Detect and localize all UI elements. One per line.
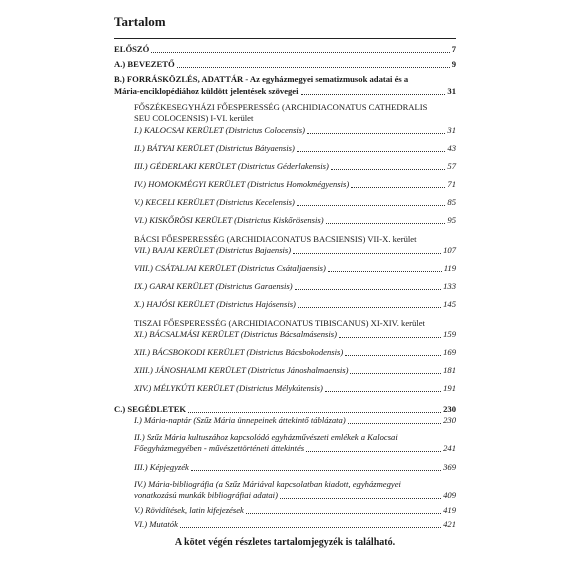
- toc-page-number: 31: [447, 86, 456, 96]
- toc-entry-label: XIII.) JÁNOSHALMI KERÜLET (Districtus Jánoshalmaensis): [134, 365, 349, 375]
- toc-page-number: 369: [443, 462, 456, 472]
- toc-entry-label: VI.) Mutatók: [134, 519, 178, 529]
- toc-page-number: 419: [443, 505, 456, 515]
- dot-leader: [188, 412, 441, 413]
- top-rule: [114, 38, 456, 39]
- toc-entry-bevezeto[interactable]: [114, 59, 456, 70]
- dot-leader: [331, 169, 446, 170]
- toc-page-number: 409: [443, 490, 456, 500]
- toc-entry-k13[interactable]: [134, 365, 456, 376]
- toc-page-number: 71: [447, 179, 456, 189]
- toc-entry-k10[interactable]: [134, 299, 456, 310]
- toc-entry-k4[interactable]: [134, 179, 456, 190]
- toc-entry-label: VII.) BAJAI KERÜLET (Districtus Bajaensis): [134, 245, 292, 255]
- toc-page-number: 159: [443, 329, 456, 339]
- toc-entry-label: C.) SEGÉDLETEK: [114, 404, 187, 414]
- toc-entry-label: XII.) BÁCSBOKODI KERÜLET (Districtus Bácsbokodensis): [134, 347, 344, 357]
- toc-entry-s1[interactable]: [134, 415, 456, 426]
- toc-entry-label: VIII.) CSÁTALJAI KERÜLET (Districtus Csátaljaensis): [134, 263, 326, 273]
- toc-entry-k1[interactable]: [134, 125, 456, 136]
- dot-leader: [328, 271, 442, 272]
- toc-page-number: 241: [443, 443, 456, 453]
- toc-entry-label: VI.) KISKŐRÖSI KERÜLET (Districtus Kiskőrösensis): [134, 215, 324, 225]
- dot-leader: [339, 337, 441, 338]
- toc-entry-label: V.) KECELI KERÜLET (Districtus Kecelensis): [134, 197, 295, 207]
- toc-entry-k2[interactable]: [134, 143, 456, 154]
- toc-entry-forraskozles-line1: B.) FORRÁSKÖZLÉS, ADATTÁR - Az egyházmegyei sematizmusok adatai és a: [114, 74, 409, 84]
- toc-entry-label: XIV.) MÉLYKÚTI KERÜLET (Districtus Mélykútensis): [134, 383, 323, 393]
- toc-page-number: 181: [443, 365, 456, 375]
- dot-leader: [293, 253, 441, 254]
- toc-entry-s4-line1: IV.) Mária-bibliográfia (a Szűz Máriával kapcsolatban kiadott, egyházmegyei: [134, 479, 401, 489]
- toc-page-number: 421: [443, 519, 456, 529]
- toc-entry-k12[interactable]: [134, 347, 456, 358]
- toc-entry-k7[interactable]: [134, 245, 456, 256]
- toc-entry-label: Főegyházmegyében - művészettörténeti áttekintés: [134, 443, 305, 453]
- toc-entry-label: A.) BEVEZETŐ: [114, 59, 175, 69]
- dot-leader: [297, 205, 446, 206]
- toc-entry-label: I.) Mária-naptár (Szűz Mária ünnepeinek áttekintő táblázata): [134, 415, 346, 425]
- toc-page-number: 107: [443, 245, 456, 255]
- dot-leader: [348, 423, 441, 424]
- section-heading-tiszai: TISZAI FŐESPERESSÉG (ARCHIDIACONATUS TIBISCANUS) XI-XIV. kerület: [134, 318, 425, 328]
- toc-entry-label: IV.) HOMOKMÉGYI KERÜLET (Districtus Homokmégyensis): [134, 179, 350, 189]
- toc-entry-label: V.) Rövidítések, latin kifejezések: [134, 505, 244, 515]
- toc-page-number: 9: [451, 59, 456, 69]
- section-heading-foseg-line1: FŐSZÉKESEGYHÁZI FŐESPERESSÉG (ARCHIDIACONATUS CATHEDRALIS: [134, 102, 428, 112]
- dot-leader: [246, 513, 441, 514]
- toc-entry-s4[interactable]: [134, 490, 456, 501]
- toc-page-number: 119: [443, 263, 456, 273]
- dot-leader: [191, 470, 441, 471]
- toc-entry-k5[interactable]: [134, 197, 456, 208]
- dot-leader: [301, 94, 446, 95]
- dot-leader: [351, 187, 445, 188]
- toc-entry-s2[interactable]: [134, 443, 456, 454]
- toc-entry-label: I.) KALOCSAI KERÜLET (Districtus Colocensis): [134, 125, 306, 135]
- dot-leader: [297, 151, 446, 152]
- toc-entry-s3[interactable]: [134, 462, 456, 473]
- toc-entry-forraskozles[interactable]: [114, 86, 456, 97]
- toc-entry-label: ELŐSZÓ: [114, 44, 150, 54]
- toc-page-number: 43: [447, 143, 456, 153]
- toc-entry-k8[interactable]: [134, 263, 456, 274]
- dot-leader: [345, 355, 441, 356]
- dot-leader: [295, 289, 442, 290]
- toc-entry-k6[interactable]: [134, 215, 456, 226]
- section-heading-bacsi: BÁCSI FŐESPERESSÉG (ARCHIDIACONATUS BACSIENSIS) VII-X. kerület: [134, 234, 417, 244]
- toc-page-number: 31: [447, 125, 456, 135]
- toc-page-number: 85: [447, 197, 456, 207]
- toc-page-number: 145: [443, 299, 456, 309]
- toc-page-number: 230: [443, 415, 456, 425]
- toc-entry-k9[interactable]: [134, 281, 456, 292]
- toc-entry-label: vonatkozású munkák bibliográfiai adatai): [134, 490, 278, 500]
- toc-page-number: 7: [451, 44, 456, 54]
- footer-note: A kötet végén részletes tartalomjegyzék is található.: [174, 537, 396, 548]
- toc-entry-s5[interactable]: [134, 505, 456, 516]
- dot-leader: [326, 223, 446, 224]
- dot-leader: [151, 52, 449, 53]
- toc-entry-k11[interactable]: [134, 329, 456, 340]
- toc-page-number: 169: [443, 347, 456, 357]
- dot-leader: [177, 67, 450, 68]
- dot-leader: [307, 133, 445, 134]
- toc-entry-s2-line1: II.) Szűz Mária kultuszához kapcsolódó egyházművészeti emlékek a Kalocsai: [134, 432, 398, 442]
- toc-entry-label: II.) BÁTYAI KERÜLET (Districtus Bátyaensis): [134, 143, 295, 153]
- toc-entry-eloszo[interactable]: [114, 44, 456, 55]
- dot-leader: [298, 307, 441, 308]
- toc-entry-k14[interactable]: [134, 383, 456, 394]
- toc-entry-s6[interactable]: [134, 519, 456, 530]
- toc-page-number: 191: [443, 383, 456, 393]
- toc-entry-label: X.) HAJÓSI KERÜLET (Districtus Hajósensis): [134, 299, 296, 309]
- toc-entry-label: Mária-enciklopédiához küldött jelentések szövegei: [114, 86, 299, 96]
- toc-entry-k3[interactable]: [134, 161, 456, 172]
- toc-entry-label: IX.) GARAI KERÜLET (Districtus Garaensis): [134, 281, 293, 291]
- dot-leader: [306, 451, 441, 452]
- toc-page-number: 230: [443, 404, 456, 414]
- dot-leader: [325, 391, 441, 392]
- toc-entry-label: III.) GÉDERLAKI KERÜLET (Districtus Géderlakensis): [134, 161, 329, 171]
- dot-leader: [180, 527, 441, 528]
- toc-page-number: 95: [447, 215, 456, 225]
- toc-entry-label: III.) Képjegyzék: [134, 462, 189, 472]
- toc-page-number: 57: [447, 161, 456, 171]
- dot-leader: [280, 498, 441, 499]
- toc-entry-segedletek[interactable]: [114, 404, 456, 415]
- page-title: Tartalom: [114, 14, 166, 29]
- dot-leader: [350, 373, 441, 374]
- toc-page-number: 133: [443, 281, 456, 291]
- section-heading-foseg-line2: SEU COLOCENSIS) I-VI. kerület: [134, 113, 254, 123]
- toc-entry-label: XI.) BÁCSALMÁSI KERÜLET (Districtus Bácsalmásensis): [134, 329, 337, 339]
